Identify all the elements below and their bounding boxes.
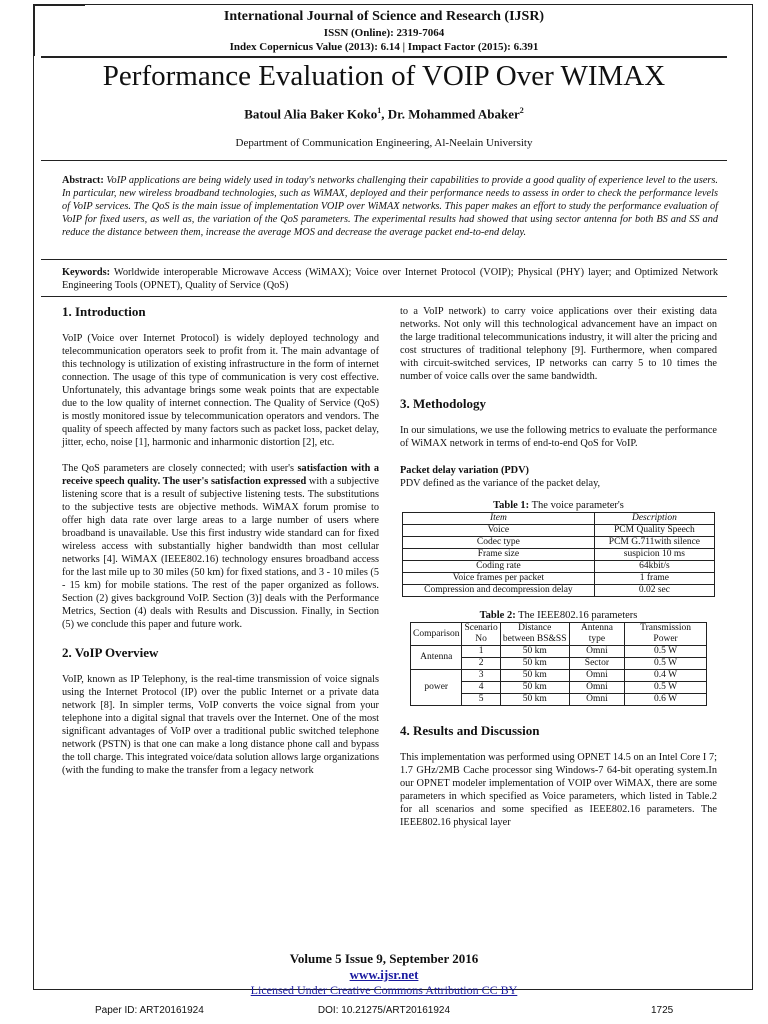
table-cell: 50 km — [500, 694, 569, 706]
table-cell: 1 — [462, 646, 500, 658]
table-cell: Frame size — [403, 549, 595, 561]
table-cell: Compression and decompression delay — [403, 585, 595, 597]
table2-col-distance: Distance between BS&SS — [500, 623, 569, 646]
table2-col-antenna: Antenna type — [569, 623, 624, 646]
table2-col-scenario: Scenario No — [462, 623, 500, 646]
table-cell: Codec type — [403, 537, 595, 549]
table-cell: Omni — [569, 670, 624, 682]
table-cell: 50 km — [500, 682, 569, 694]
table1-col-item: Item — [403, 513, 595, 525]
abstract-top-rule — [41, 160, 727, 161]
table-cell: 0.4 W — [625, 670, 707, 682]
table-cell: Voice frames per packet — [403, 573, 595, 585]
methodology-heading: 3. Methodology — [400, 396, 486, 411]
table-cell: 64kbit/s — [594, 561, 714, 573]
table-cell: 2 — [462, 658, 500, 670]
paper-authors — [0, 106, 768, 122]
doi: DOI: 10.21275/ART20161924 — [317, 1005, 451, 1016]
table-cell: Coding rate — [403, 561, 595, 573]
table-cell: 0.5 W — [625, 682, 707, 694]
right-column — [400, 305, 717, 829]
department: Department of Communication Engineering, Al-Neelain University — [235, 137, 533, 149]
table-row — [411, 646, 707, 658]
intro-p2-end: with a subjective listening score that is a result of subjective listening tests. The substitutions to the subjective tests are objective methods. WiMAX forum promise to offer high data rate over large areas to a large number of users where broadband is unavailable. Use this first industry wide standard can for fixed wireless access with substantially higher bandwidth than most cellular networks [4]. WiMAX (IEEE802.16) technology ensures broadband access for the last mile up to 30 miles (50 km) for fixed stations, and 3 - 10 miles (5 - 15 km) for mobile stations. The rest of the paper organized as follows. Section (2) gives background VoIP. Section (3)] deals with the Performance Metrics, Section (4) deals with Results and Discussion. Finally, in Section (5) we conclude this paper and future work. — [62, 476, 379, 630]
header-rule — [41, 56, 727, 58]
table2 — [410, 622, 707, 706]
table1-caption-text: The voice parameter's — [529, 500, 624, 511]
intro-p2-bold: satisfaction with a receive speech quality. The user's satisfaction expressed — [62, 463, 380, 487]
journal-index: Index Copernicus Value (2013): 6.14 | Impact Factor (2015): 6.391 — [229, 41, 539, 53]
table1 — [402, 512, 715, 597]
table-cell: 0.5 W — [625, 658, 707, 670]
paper-title: Performance Evaluation of VOIP Over WIMAX — [102, 60, 666, 92]
table-cell: suspicion 10 ms — [594, 549, 714, 561]
abstract-label: Abstract: — [62, 175, 104, 186]
keywords-label: Keywords: — [62, 267, 111, 278]
table2-caption-label: Table 2: — [479, 610, 516, 621]
table1-col-description: Description — [594, 513, 714, 525]
methodology-paragraph: In our simulations, we use the following metrics to evaluate the performance of WiMAX network in terms of end-to-end QoS for VoIP. — [400, 425, 717, 449]
table-cell: PCM G.711with silence — [594, 537, 714, 549]
abstract-text: VoIP applications are being widely used in today's networks challenging their capabilities to provide a good quality of experience level to the users. In particular, new wireless broadband technologies, such as WiMAX, deployed and their performance needs to assess in order to check the performance levels of VoIP services. The QoS is the main issue of implementation VOIP over WiMAX networks. This paper makes an effort to study the performance evaluation of VoIP for fixed users, as well as, the variation of the QoS parameters. The experimental results had showed that using sector antenna for both BS and SS and reduce the distance between them, increase the average MOS and decrease the average packet end-to-end delay. — [62, 175, 718, 238]
table2-col-power: Transmission Power — [625, 623, 707, 646]
table-row — [403, 573, 715, 585]
table-cell: 50 km — [500, 670, 569, 682]
abstract — [62, 174, 718, 239]
right-paragraph-1: to a VoIP network) to carry voice applications over their existing data networks. Not only will this technological advancement have an impact on the large traditional telecommunications industry, it will alter the pricing and cost structures of traditional telephony [9]. Furthermore, when compared with circuit-switched services, IP networks can carry 5 to 10 times the number of voice calls over the same bandwidth. — [400, 306, 717, 382]
intro-paragraph-2 — [62, 462, 379, 631]
table-cell: PCM Quality Speech — [594, 525, 714, 537]
results-paragraph: This implementation was performed using OPNET 14.5 on an Intel Core I 7; 1.7 GHz/2MB Cache processor sing Windows-7 64-bit operating system.In our OPNET modeler implementation of VOIP over WiMAX, there are some parameters in which specified as Voice parameters, which listed in Table.2 for all scenarios and some specified as IEEE802.16 parameters. The IEEE802.16 physical layer — [400, 752, 717, 828]
table-cell: Sector — [569, 658, 624, 670]
footer-license-link[interactable]: Licensed Under Creative Commons Attribution CC BY — [250, 983, 518, 997]
voip-heading: 2. VoIP Overview — [62, 645, 159, 660]
intro-heading: 1. Introduction — [62, 304, 146, 319]
journal-name: International Journal of Science and Research (IJSR) — [223, 9, 545, 24]
table-cell: Voice — [403, 525, 595, 537]
table-cell: 4 — [462, 682, 500, 694]
table-row — [403, 585, 715, 597]
page-number: 1725 — [651, 1005, 674, 1016]
intro-paragraph-1: VoIP (Voice over Internet Protocol) is widely deployed technology and telecommunication operators seek to profit from it. The main advantage of this technology is utilization of existing infrastructure in the form of internet connection. The usage of this type of communication is very cost effective. Unfortunately, this advantage brings some weak points that are expectable due to the low quality of internet connection. The Quality of Service (QoS) is mostly monitored issue by telecommunication operators and vendors. The quality of speech affected by many factors such as packet loss, packet delay, jitter, echo, noise [1], harmonic and inharmonic distortion [2], etc. — [62, 333, 379, 448]
author-1: Batoul Alia Baker Koko — [244, 106, 378, 122]
table-row — [403, 525, 715, 537]
footer-url-link[interactable]: www.ijsr.net — [349, 967, 419, 982]
table-cell: Omni — [569, 646, 624, 658]
keywords — [62, 266, 718, 292]
author-2: , Dr. Mohammed Abaker — [381, 106, 520, 122]
table2-header — [411, 623, 707, 646]
table2-col-comparison: Comparison — [411, 623, 462, 646]
table-cell: 5 — [462, 694, 500, 706]
table-row — [403, 537, 715, 549]
results-heading: 4. Results and Discussion — [400, 723, 540, 738]
pdv-heading: Packet delay variation (PDV) — [400, 465, 529, 476]
intro-p2-start: The QoS parameters are closely connected; with user's — [62, 463, 298, 474]
table-row — [411, 670, 707, 682]
footer-volume: Volume 5 Issue 9, September 2016 — [289, 951, 479, 966]
table-cell: Omni — [569, 682, 624, 694]
table-cell: 0.02 sec — [594, 585, 714, 597]
table-cell: 3 — [462, 670, 500, 682]
table2-group-power: power — [411, 670, 462, 706]
author-2-affiliation: 2 — [519, 106, 524, 115]
paper-id: Paper ID: ART20161924 — [95, 1005, 204, 1016]
table-cell: 1 frame — [594, 573, 714, 585]
journal-issn: ISSN (Online): 2319-7064 — [323, 27, 445, 39]
table-cell: 50 km — [500, 658, 569, 670]
table1-caption — [400, 499, 717, 512]
keywords-rule — [41, 296, 727, 297]
table2-caption — [400, 609, 717, 622]
abstract-bottom-rule — [41, 259, 727, 260]
table2-caption-text: The IEEE802.16 parameters — [515, 610, 638, 621]
table-cell: 0.5 W — [625, 646, 707, 658]
table-row — [403, 561, 715, 573]
table2-group-antenna: Antenna — [411, 646, 462, 670]
table1-header — [403, 513, 715, 525]
table1-caption-label: Table 1: — [493, 500, 530, 511]
pdv-text: PDV defined as the variance of the packet delay, — [400, 478, 601, 489]
table-cell: 50 km — [500, 646, 569, 658]
table-row — [403, 549, 715, 561]
author-1-affiliation: 1 — [377, 106, 382, 115]
table-cell: 0.6 W — [625, 694, 707, 706]
voip-paragraph: VoIP, known as IP Telephony, is the real-time transmission of voice signals using the Internet Protocol (IP) over the public Internet or a private data network [8]. In simpler terms, VoIP converts the voice signal from your telephone into a digital signal that travels over the Internet. One of the most significant advantages of VoIP over a traditional public switched telephone network (PSTN) is that one can make a long distance phone call and bypass the toll charge. This integrated voice/data solution allows large organizations (with the funding to make the transfer from a legacy network — [62, 674, 379, 776]
left-column — [62, 305, 379, 777]
keywords-text: Worldwide interoperable Microwave Access (WiMAX); Voice over Internet Protocol (VOIP); Physical (PHY) layer; and Optimized Network Engineering Tools (OPNET), Quality of Service (QoS) — [62, 267, 719, 291]
table-cell: Omni — [569, 694, 624, 706]
